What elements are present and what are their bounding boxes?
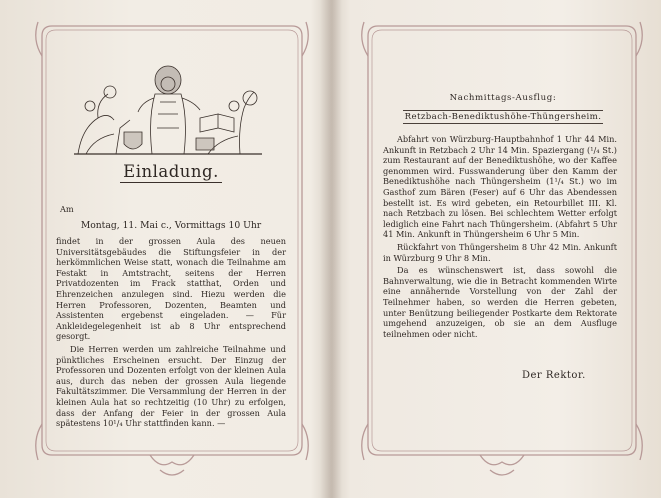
- excursion-paragraph-3: Da es wünschenswert ist, dass sowohl die Bahnverwaltung, wie die in Betracht kommenden Wirte eine annähernde Vorstellung von der Zahl der Teilnehmer haben, so werden die Herren gebeten, unter Benützung beiliegender Postkarte dem Rektorate umgehend anzuzeigen, ob sie an dem Ausfluge teilnehmen oder nicht.: [383, 265, 617, 339]
- invitation-title-text: Einladung.: [120, 162, 222, 183]
- excursion-route: [372, 112, 634, 122]
- invitation-body: [56, 236, 286, 431]
- excursion-heading: Nachmittags-Ausflug:: [449, 93, 557, 103]
- invitation-paragraph-1: findet in der grossen Aula des neuen Universitätsgebäudes die Stiftungsfeier in der herkömmlichen Weise statt, wonach die Teilnahme am Festakt in Amtstracht, seitens der Herren Privatdozenten im Frack statthat, Orden und Ehrenzeichen anzulegen sind. Hiezu werden die Herren Professoren, Dozenten, Beamten und Assistenten ergebenst eingeladen. — Für Ankleidegelegenheit ist ab 8 Uhr entsprechend gesorgt.: [56, 236, 286, 342]
- excursion-paragraph-2: Rückfahrt von Thüngersheim 8 Uhr 42 Min. Ankunft in Würzburg 9 Uhr 8 Min.: [383, 241, 617, 263]
- right-page: [372, 38, 634, 458]
- left-page: [40, 38, 302, 458]
- allegorical-vignette-illustration: [68, 58, 268, 158]
- event-date-line: Montag, 11. Mai c., Vormittags 10 Uhr: [80, 220, 262, 231]
- invitation-paragraph-2: Die Herren werden um zahlreiche Teilnahme und pünktliches Erscheinen ersucht. Der Einzug der Professoren und Dozenten erfolgt von der kleinen Aula aus, durch das neben der grossen Aula liegende Fakultätszimmer. Die Versammlung der Herren in der kleinen Aula hat so rechtzeitig (10 Uhr) zu erfolgen, dass der Anfang der Feier in der grossen Aula spätestens 10¹/₄ Uhr stattfinden kann. —: [56, 343, 286, 429]
- excursion-paragraph-1: Abfahrt von Würzburg-Hauptbahnhof 1 Uhr 44 Min. Ankunft in Retzbach 2 Uhr 14 Min. Spaziergang (¹/₄ St.) zum Restaurant auf der Benediktushöhe, wo der Kaffee genommen wird. Fusswanderung über den Kamm der Benediktushöhe nach Thüngersheim (1¹/₄ St.) wo im Gasthof zum Bären (Feser) auf 6 Uhr das Abendessen bestellt ist. Es wird gebeten, ein Retourbillet III. Kl. nach Retzbach zu lösen. Bei schlechtem Wetter erfolgt lediglich eine Fahrt nach Thüngersheim. (Abfahrt 5 Uhr 41 Min. Ankunft in Thüngersheim 6 Uhr 5 Min.: [383, 134, 617, 240]
- excursion-body: [383, 134, 617, 341]
- excursion-route-text: Retzbach-Benediktushöhe-Thüngersheim.: [404, 112, 602, 122]
- rector-signature: Der Rektor.: [522, 370, 586, 381]
- am-label: Am: [60, 204, 74, 214]
- invitation-title: [40, 162, 302, 181]
